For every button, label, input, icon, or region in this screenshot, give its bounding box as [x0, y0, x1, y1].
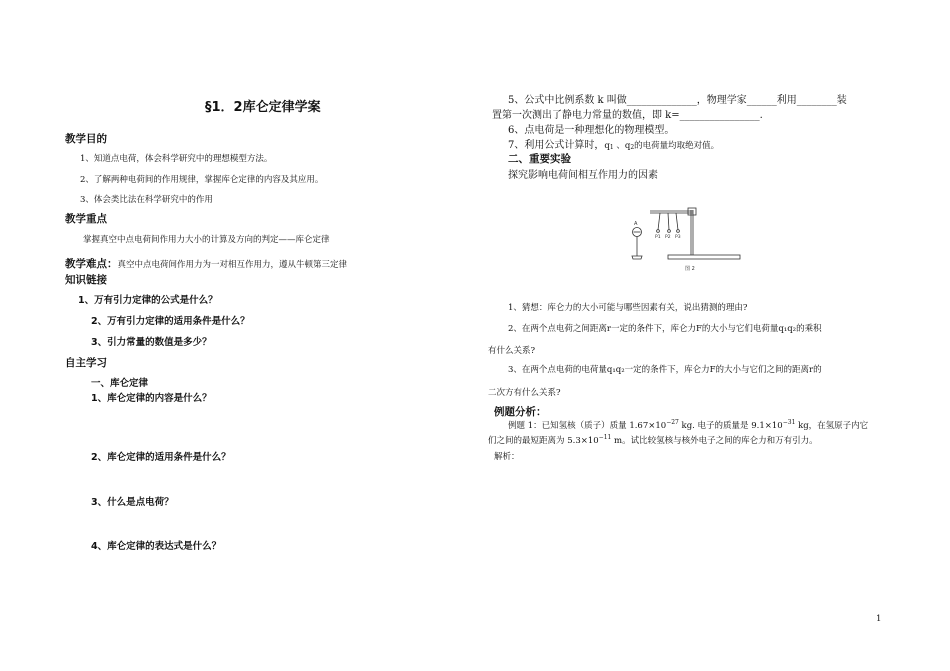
difficulty-text: 真空中点电荷间作用力为一对相互作用力，遵从牛顿第三定律	[117, 260, 348, 270]
label-p3: P3	[675, 235, 681, 240]
item5-line2: 置第一次测出了静电力常量的数值，即 k=________________.	[492, 110, 763, 121]
link-item: 1、万有引力定律的公式是什么？	[78, 295, 218, 306]
figure-caption: 图 2	[685, 266, 695, 272]
example-text: kg. 电子的质量是 9.1×10	[678, 421, 783, 431]
guess-item: 3、在两个点电荷的电荷量q₁q₂一定的条件下，库仑力F的大小与它们之间的距离r的	[508, 365, 822, 375]
item7-text-a: 7、利用公式计算时，	[508, 140, 605, 151]
difficulty-label: 教学难点：	[65, 258, 118, 270]
self-study-heading: 自主学习	[65, 357, 107, 369]
example-text: 们之间的最短距离为 5.3×10	[488, 436, 599, 446]
exponent: −27	[666, 419, 679, 426]
guess-item: 有什么关系?	[488, 346, 536, 356]
question-item: 2、库仑定律的适用条件是什么？	[91, 452, 231, 463]
example-text: m。试比较氢核与核外电子之间的库仑力和万有引力。	[611, 436, 818, 446]
experiment-figure	[630, 200, 745, 272]
item5-line1: 5、公式中比例系数 k 叫做______________，物理学家______利用________装	[508, 95, 847, 106]
section1-heading: 一、库仑定律	[91, 378, 149, 389]
example-heading: 例题分析：	[494, 406, 547, 418]
goal-item: 1、知道点电荷，体会科学研究中的理想模型方法。	[80, 154, 273, 164]
question-item: 1、库仑定律的内容是什么？	[91, 393, 212, 404]
page-title: §1．2库仑定律学案	[205, 100, 321, 115]
section2-heading: 二、重要实验	[508, 153, 571, 165]
goal-heading: 教学目的	[65, 133, 107, 145]
page-number: 1	[876, 614, 882, 624]
example-text: kg，在氢原子内它	[795, 421, 869, 431]
example-text: 例题 1：已知氢核（质子）质量 1.67×10	[508, 421, 667, 431]
link-heading: 知识链接	[65, 274, 107, 286]
exponent: −11	[598, 434, 612, 441]
stand-base	[668, 255, 740, 259]
example-line2	[488, 434, 818, 446]
goal-item: 3、体会类比法在科学研究中的作用	[80, 195, 213, 205]
q1-sub: 1	[609, 144, 614, 151]
difficulty-row	[65, 252, 347, 271]
label-a: A	[634, 221, 638, 227]
item7-text-b: 的电荷量均取绝对值。	[634, 141, 720, 151]
guess-item: 1、猜想：库仑力的大小可能与哪些因素有关，说出猜测的理由?	[508, 303, 748, 313]
item7-sep: 、	[613, 141, 625, 151]
question-item: 3、什么是点电荷？	[91, 497, 174, 508]
key-text: 掌握真空中点电荷间作用力大小的计算及方向的判定——库仑定律	[83, 235, 330, 245]
link-item: 2、万有引力定律的适用条件是什么？	[91, 316, 250, 327]
key-heading: 教学重点	[65, 213, 107, 225]
label-p2: P2	[665, 235, 671, 240]
q2-symbol: q	[624, 141, 631, 151]
question-item: 4、库仑定律的表达式是什么？	[91, 541, 222, 552]
item7	[508, 136, 719, 151]
link-item: 3、引力常量的数值是多少？	[91, 337, 212, 348]
label-p1: P1	[655, 235, 661, 240]
item6: 6、点电荷是一种理想化的物理模型。	[508, 125, 675, 136]
q2-sub: 2	[630, 144, 635, 151]
guess-item: 二次方有什么关系?	[488, 388, 561, 398]
experiment-title: 探究影响电荷间相互作用力的因素	[508, 170, 658, 181]
example-line1	[508, 419, 868, 431]
goal-item: 2、了解两种电荷间的作用规律，掌握库仑定律的内容及其应用。	[80, 175, 324, 185]
analysis-label: 解析：	[494, 452, 520, 462]
exponent: −31	[782, 419, 796, 426]
q1-symbol: q	[604, 141, 610, 151]
guess-item: 2、在两个点电荷之间距离r一定的条件下，库仑力F的大小与它们电荷量q₁q₂的乘积	[508, 324, 822, 334]
